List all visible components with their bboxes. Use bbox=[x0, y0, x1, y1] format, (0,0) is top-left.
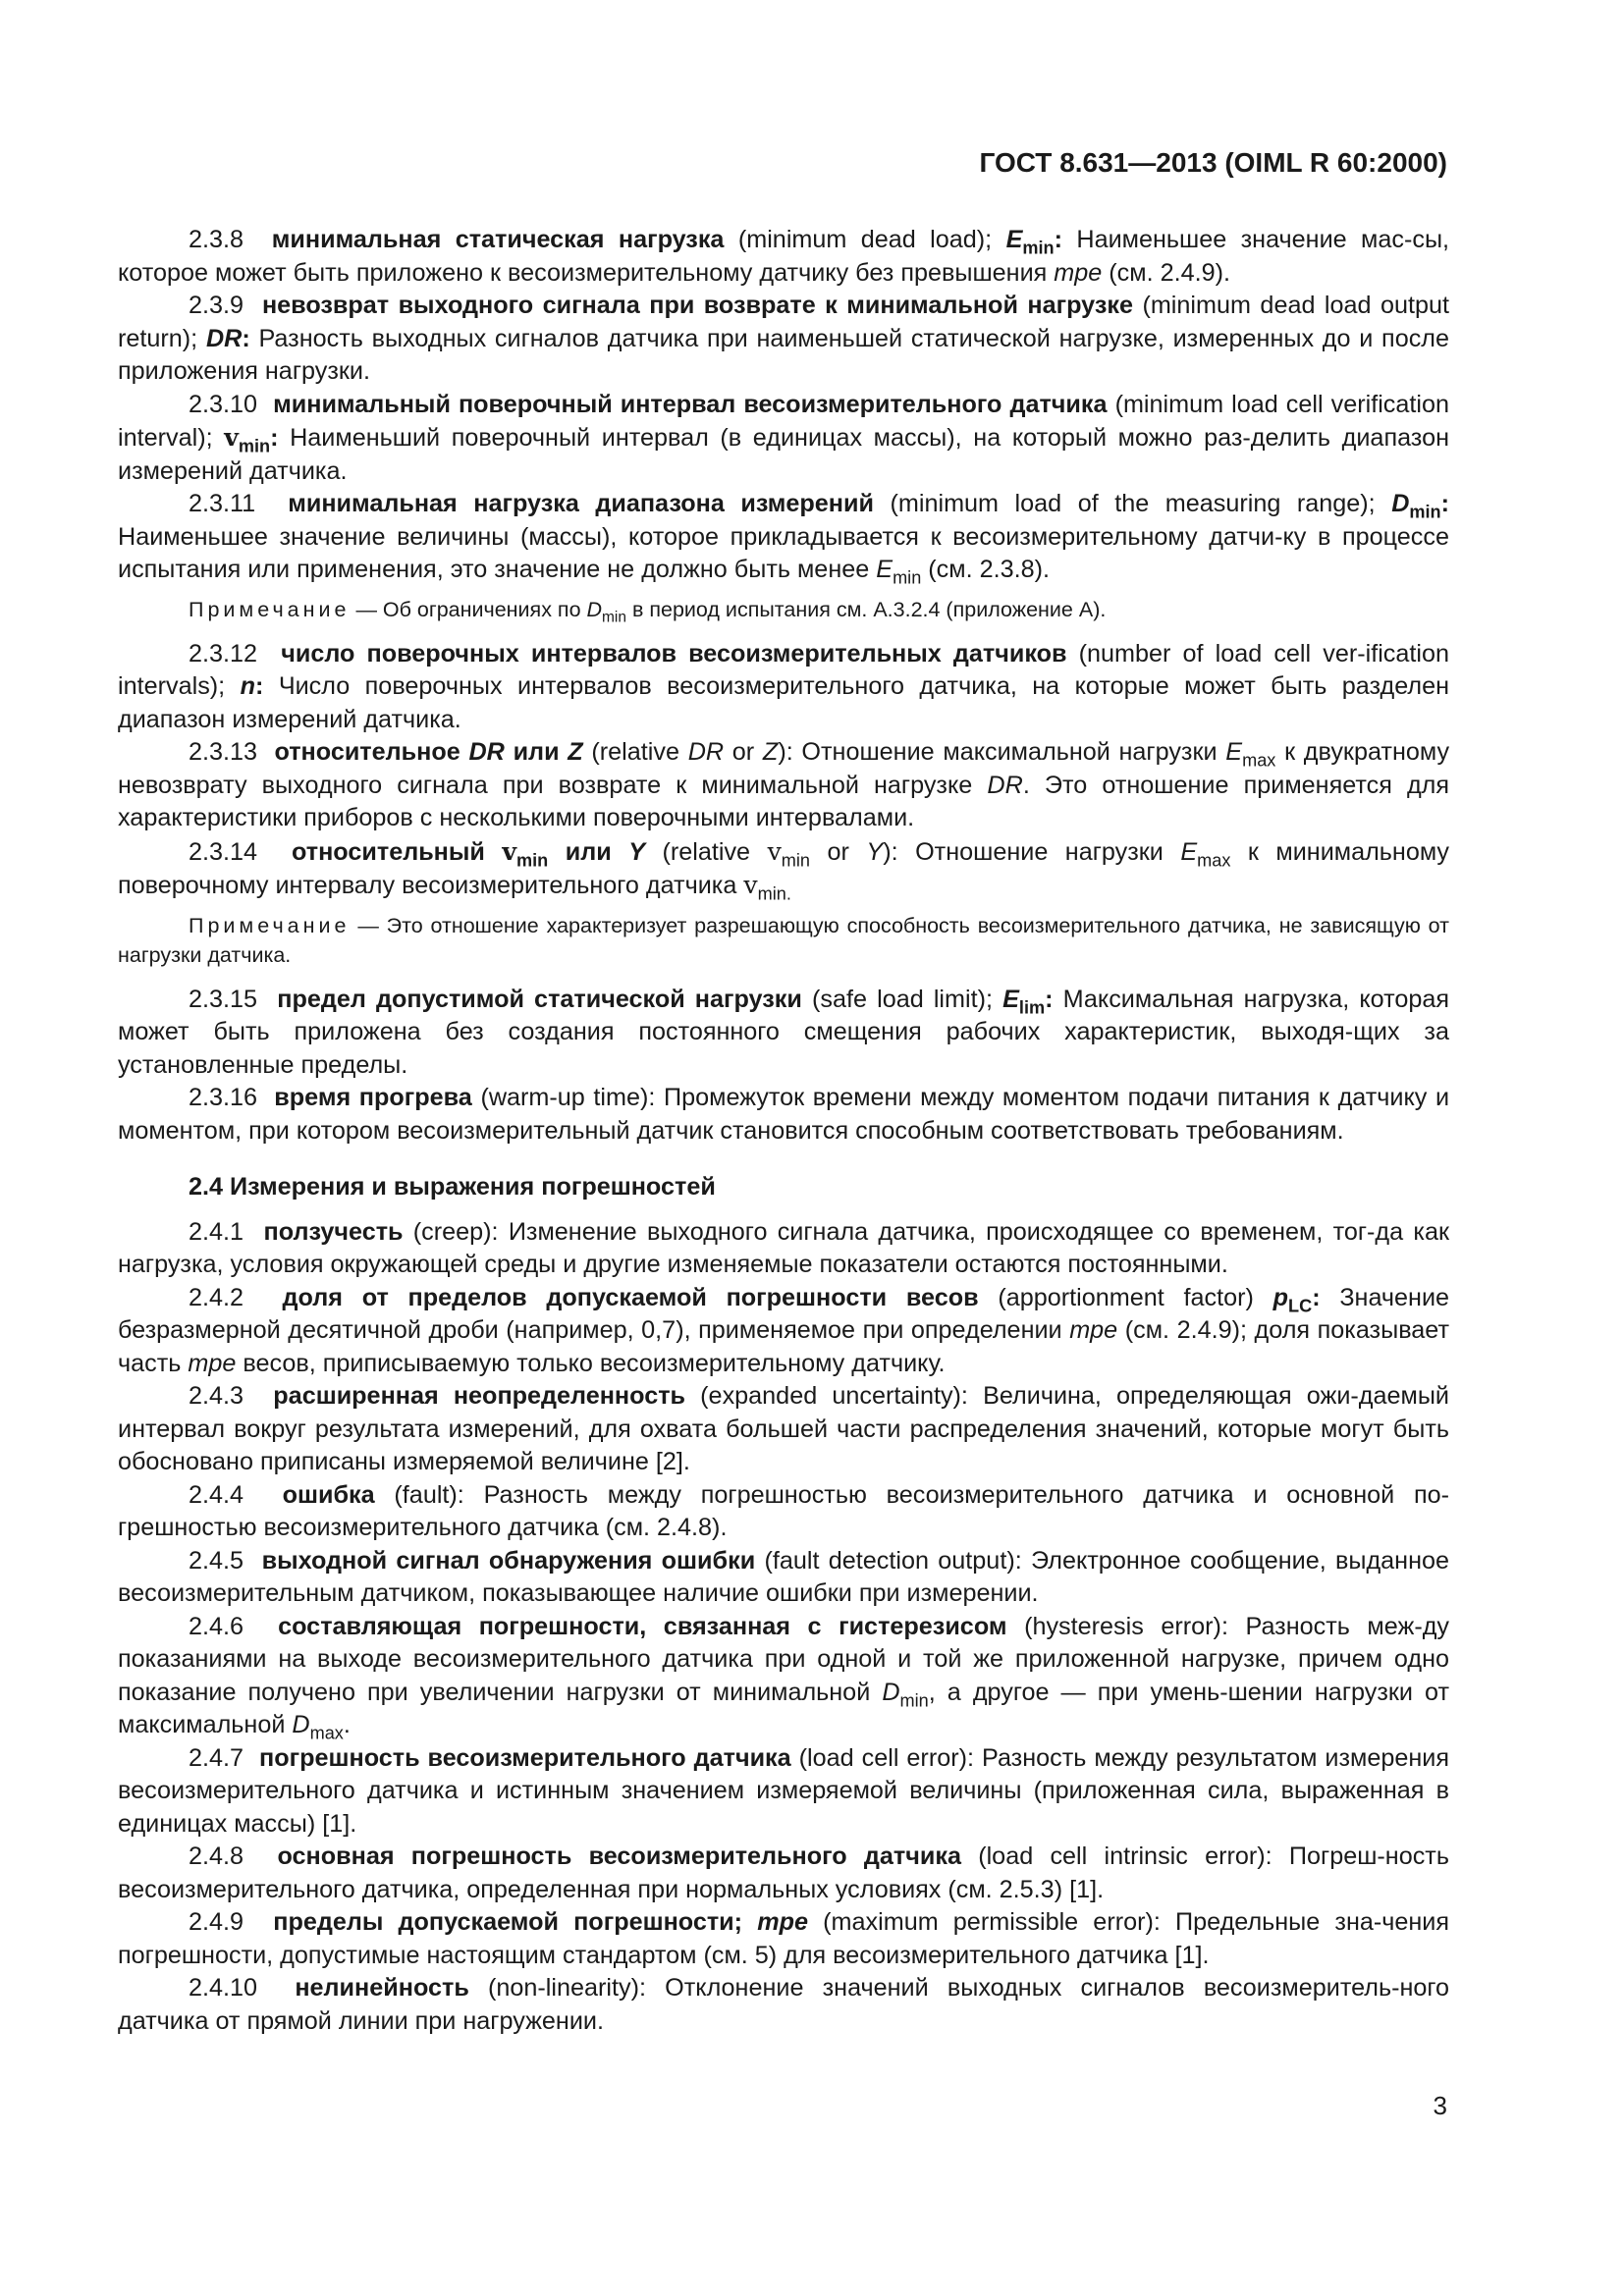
term: расширенная неопределенность bbox=[273, 1382, 686, 1410]
section-heading-2-4: 2.4 Измерения и выражения погрешностей bbox=[189, 1173, 716, 1201]
entry-2-3-14: 2.3.14 относительный $v_{min}$ или Y (relative $v_{min}$ or Y): Отношение нагрузки $E_{max}$ к минимальному поверочному интервалу весоизмерительного датчика $v_{min.}$ bbox=[118, 835, 1450, 904]
note-2: Примечание — Это отношение характеризует разрешающую способность весоизмерительного датчика, не зависящую от нагрузки датчика. bbox=[118, 913, 1449, 967]
term: основная погрешность весоизмерительного датчика bbox=[277, 1842, 961, 1870]
entry-2-3-16: 2.3.16 время прогрева (warm-up time): Промежуток времени между моментом подачи питания к датчику и моментом, при котором весоизмерительный датчик становится способным соответствовать требованиям. bbox=[118, 1084, 1450, 1145]
page-number: 3 bbox=[1433, 2091, 1447, 2120]
entry-2-3-12: 2.3.12 число поверочных интервалов весоизмерительных датчиков (number of load cell ver-ification intervals); n: Число поверочных интервалов весоизмерительного датчика, на которые может быть разделен диапазон измерений датчика. bbox=[118, 639, 1450, 733]
entry-2-3-8: 2.3.8 минимальная статическая нагрузка (minimum dead load); $E_{min}$: Наименьшее значение мас-сы, которое может быть приложено к весоизмерительному датчику без превышения mpe (см. 2.4.9). bbox=[118, 226, 1450, 287]
entry-2-4-10: 2.4.10 нелинейность (non-linearity): Отклонение значений выходных сигналов весоизмеритель-ного датчика от прямой линии при нагружении. bbox=[118, 1974, 1450, 2035]
term: доля от пределов допускаемой погрешности весов bbox=[282, 1283, 979, 1311]
entry-2-4-2: 2.4.2 доля от пределов допускаемой погрешности весов (apportionment factor) $p_{LC}$: Значение безразмерной десятичной дроби (например, 0,7), применяемое при определении mpe (см. 2.4.9); доля показывает часть mpe весов, приписываемую только весоизмерительному датчику. bbox=[118, 1283, 1450, 1377]
entry-2-4-6: 2.4.6 составляющая погрешности, связанная с гистерезисом (hysteresis error): Разность меж-ду показаниями на выходе весоизмерительного датчика при одной и той же приложенной нагрузке, причем одно показание получено при увеличении нагрузки от минимальной $D_{min}$, а другое — при умень-шении нагрузки от максимальной $D_{max}$. bbox=[118, 1612, 1450, 1743]
entry-2-4-5: 2.4.5 выходной сигнал обнаружения ошибки (fault detection output): Электронное сообщение, выданное весоизмерительным датчиком, показывающее наличие ошибки при измерении. bbox=[118, 1546, 1450, 1607]
document-body bbox=[118, 224, 1449, 2038]
term: предел допустимой статической нагрузки bbox=[277, 985, 802, 1013]
term: погрешность весоизмерительного датчика bbox=[259, 1743, 791, 1772]
entry-2-4-8: 2.4.8 основная погрешность весоизмерительного датчика (load cell intrinsic error): Погреш-ность весоизмерительного датчика, определенная при нормальных условиях (см. 2.5.3) [1]. bbox=[118, 1842, 1449, 1903]
entry-2-4-1: 2.4.1 ползучесть (creep): Изменение выходного сигнала датчика, происходящее со временем, тог-да как нагрузка, условия окружающей среды и другие изменяемые показатели остаются постоянными. bbox=[118, 1217, 1449, 1278]
page-header: ГОСТ 8.631—2013 (OIML R 60:2000) bbox=[979, 147, 1447, 178]
term: минимальная статическая нагрузка bbox=[271, 226, 725, 253]
term: выходной сигнал обнаружения ошибки bbox=[261, 1546, 756, 1575]
term: ошибка bbox=[282, 1480, 375, 1509]
term: число поверочных интервалов весоизмерительных датчиков bbox=[281, 639, 1067, 667]
entry-2-3-15: 2.3.15 предел допустимой статической нагрузки (safe load limit); $E_{lim}$: Максимальная нагрузка, которая может быть приложена без создания постоянного смещения рабочих характеристик, выходя-щих за установленные пределы. bbox=[118, 985, 1450, 1079]
term: пределы допускаемой погрешности; bbox=[273, 1908, 743, 1936]
entry-2-4-9: 2.4.9 пределы допускаемой погрешности; mpe (maximum permissible error): Предельные зна-чения погрешности, допустимые настоящим стандартом (см. 5) для весоизмерительного датчика [1]. bbox=[118, 1908, 1450, 1969]
term: составляющая погрешности, связанная с гистерезисом bbox=[278, 1612, 1007, 1640]
entry-2-4-7: 2.4.7 погрешность весоизмерительного датчика (load cell error): Разность между результатом измерения весоизмерительного датчика и истинным значением измеряемой величины (приложенная сила, выраженная в единицах массы) [1]. bbox=[118, 1743, 1449, 1838]
entry-2-3-13: 2.3.13 относительное DR или Z (relative DR or Z): Отношение максимальной нагрузки $E_{max}$ к двукратному невозврату выходного сигнала при возврате к минимальной нагрузке DR. Это отношение применяется для характеристики приборов с несколькими поверочными интервалами. bbox=[118, 738, 1450, 831]
term: ползучесть bbox=[263, 1217, 404, 1246]
term: нелинейность bbox=[295, 1974, 469, 2002]
entry-2-4-4: 2.4.4 ошибка (fault): Разность между погрешностью весоизмерительного датчика и основной по-грешностью весоизмерительного датчика (см. 2.4.8). bbox=[118, 1480, 1450, 1541]
entry-2-3-11: 2.3.11 минимальная нагрузка диапазона измерений (minimum load of the measuring range); $D_{min}$: Наименьшее значение величины (массы), которое прикладывается к весоизмерительному датчи-ку в процессе испытания или применения, это значение не должно быть менее $E_{min}$ (см. 2.3.8). bbox=[118, 490, 1450, 588]
note-1: Примечание — Об ограничениях по $D_{min}$ в период испытания см. А.3.2.4 (приложение А). bbox=[189, 597, 1107, 625]
term: время прогрева bbox=[274, 1084, 472, 1111]
term: невозврат выходного сигнала при возврате к минимальной нагрузке bbox=[261, 292, 1133, 319]
entry-2-4-3: 2.4.3 расширенная неопределенность (expanded uncertainty): Величина, определяющая ожи-даемый интервал вокруг результата измерений, для охвата большей части распределения значений, которые могут быть обосновано приписаны измеряемой величине [2]. bbox=[118, 1382, 1449, 1475]
entry-2-3-9: 2.3.9 невозврат выходного сигнала при возврате к минимальной нагрузке (minimum dead load output return); DR: Разность выходных сигналов датчика при наименьшей статической нагрузке, измеренных до и после приложения нагрузки. bbox=[118, 292, 1450, 385]
term: минимальная нагрузка диапазона измерений bbox=[288, 490, 874, 517]
entry-2-3-10: 2.3.10 минимальный поверочный интервал весоизмерительного датчика (minimum load cell verification interval); $v_{min}$: Наименьший поверочный интервал (в единицах массы), на который можно раз-делить диапазон измерений датчика. bbox=[118, 390, 1450, 485]
term: минимальный поверочный интервал весоизмерительного датчика bbox=[273, 390, 1108, 418]
